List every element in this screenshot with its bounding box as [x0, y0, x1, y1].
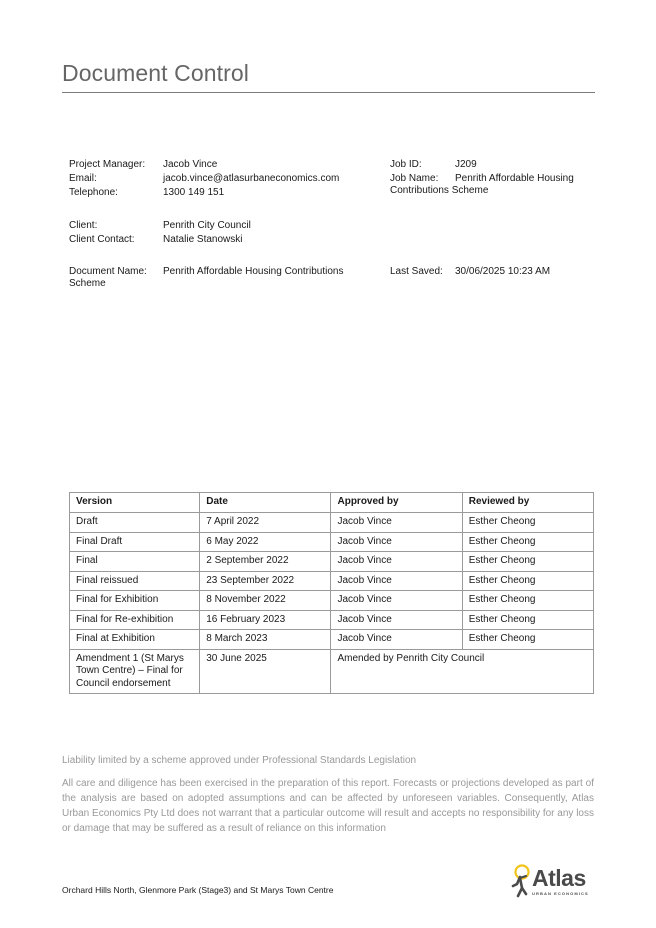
telephone-label: Telephone: [69, 187, 118, 198]
client-contact-label: Client Contact: [69, 234, 135, 245]
document-name-value: Penrith Affordable Housing Contributions [163, 266, 344, 277]
job-name-label: Job Name: [390, 173, 439, 184]
client-label: Client: [69, 220, 98, 231]
email-label: Email: [69, 173, 97, 184]
version-cell: Final at Exhibition [70, 630, 200, 650]
date-cell: 8 November 2022 [200, 591, 331, 611]
version-cell: Final for Re-exhibition [70, 610, 200, 630]
date-cell: 16 February 2023 [200, 610, 331, 630]
table-row-amendment [70, 649, 594, 694]
job-id-label: Job ID: [390, 159, 422, 170]
date-cell: 30 June 2025 [200, 649, 331, 694]
column-header-version: Version [70, 493, 200, 513]
version-line: Amendment 1 (St Marys [76, 652, 184, 664]
table-row [70, 571, 594, 591]
table-row [70, 591, 594, 611]
table-row [70, 532, 594, 552]
logo-wordmark: Atlas [532, 865, 586, 891]
last-saved-label: Last Saved: [390, 266, 443, 277]
approved-by-cell: Jacob Vince [331, 591, 462, 611]
logo-tagline: URBAN ECONOMICS [532, 891, 589, 896]
date-cell: 8 March 2023 [200, 630, 331, 650]
reviewed-by-cell: Esther Cheong [462, 513, 593, 533]
version-cell: Final [70, 552, 200, 572]
title-divider [62, 92, 595, 93]
project-info-right [390, 159, 595, 199]
table-row [70, 610, 594, 630]
job-id-value: J209 [455, 159, 477, 170]
version-cell: Final Draft [70, 532, 200, 552]
date-cell: 2 September 2022 [200, 552, 331, 572]
column-header-reviewed-by: Reviewed by [462, 493, 593, 513]
client-info [69, 220, 369, 248]
reviewed-by-cell: Esther Cheong [462, 571, 593, 591]
project-manager-value: Jacob Vince [163, 159, 218, 170]
amendment-note-cell: Amended by Penrith City Council [331, 649, 594, 694]
document-name-value-continued: Scheme [69, 278, 106, 289]
version-cell: Draft [70, 513, 200, 533]
date-cell: 7 April 2022 [200, 513, 331, 533]
version-cell: Final reissued [70, 571, 200, 591]
document-name-label: Document Name: [69, 266, 147, 277]
reviewed-by-cell: Esther Cheong [462, 630, 593, 650]
document-info-right [390, 266, 595, 280]
project-manager-label: Project Manager: [69, 159, 146, 170]
version-cell [70, 649, 200, 694]
atlas-figure-icon [510, 864, 534, 898]
version-history-table [69, 492, 594, 694]
version-cell: Final for Exhibition [70, 591, 200, 611]
approved-by-cell: Jacob Vince [331, 630, 462, 650]
table-row [70, 630, 594, 650]
last-saved-value: 30/06/2025 10:23 AM [455, 266, 551, 277]
job-name-value-continued: Contributions Scheme [390, 185, 489, 196]
column-header-date: Date [200, 493, 331, 513]
job-name-value: Penrith Affordable Housing [455, 173, 574, 184]
footer-project-title: Orchard Hills North, Glenmore Park (Stage3) and St Marys Town Centre [62, 885, 334, 895]
approved-by-cell: Jacob Vince [331, 513, 462, 533]
date-cell: 6 May 2022 [200, 532, 331, 552]
atlas-logo [510, 864, 596, 898]
document-info-left [69, 266, 369, 294]
liability-heading: Liability limited by a scheme approved under Professional Standards Legislation [62, 755, 417, 766]
telephone-value: 1300 149 151 [163, 187, 225, 198]
date-cell: 23 September 2022 [200, 571, 331, 591]
table-header-row [70, 493, 594, 513]
table-row [70, 513, 594, 533]
column-header-approved-by: Approved by [331, 493, 462, 513]
reviewed-by-cell: Esther Cheong [462, 532, 593, 552]
version-line: Council endorsement [76, 677, 171, 689]
reviewed-by-cell: Esther Cheong [462, 610, 593, 630]
project-info-left [69, 159, 369, 199]
version-line: Town Centre) – Final for [76, 665, 183, 676]
disclaimer-text: All care and diligence has been exercised in the preparation of this report. Forecasts or projections developed as part of the analysis are based on adopted assumptions and can be affected by unforeseen variables. Consequently, Atlas Urban Economics Pty Ltd does not warrant that a particular outcome will result and accepts no responsibility for any loss or damage that may be suffered as a result of reliance on this information [62, 778, 594, 834]
page-title: Document Control [62, 60, 249, 86]
approved-by-cell: Jacob Vince [331, 571, 462, 591]
client-contact-value: Natalie Stanowski [163, 234, 243, 245]
approved-by-cell: Jacob Vince [331, 610, 462, 630]
client-value: Penrith City Council [163, 220, 251, 231]
reviewed-by-cell: Esther Cheong [462, 552, 593, 572]
email-value: jacob.vince@atlasurbaneconomics.com [163, 173, 340, 184]
approved-by-cell: Jacob Vince [331, 532, 462, 552]
approved-by-cell: Jacob Vince [331, 552, 462, 572]
reviewed-by-cell: Esther Cheong [462, 591, 593, 611]
table-row [70, 552, 594, 572]
